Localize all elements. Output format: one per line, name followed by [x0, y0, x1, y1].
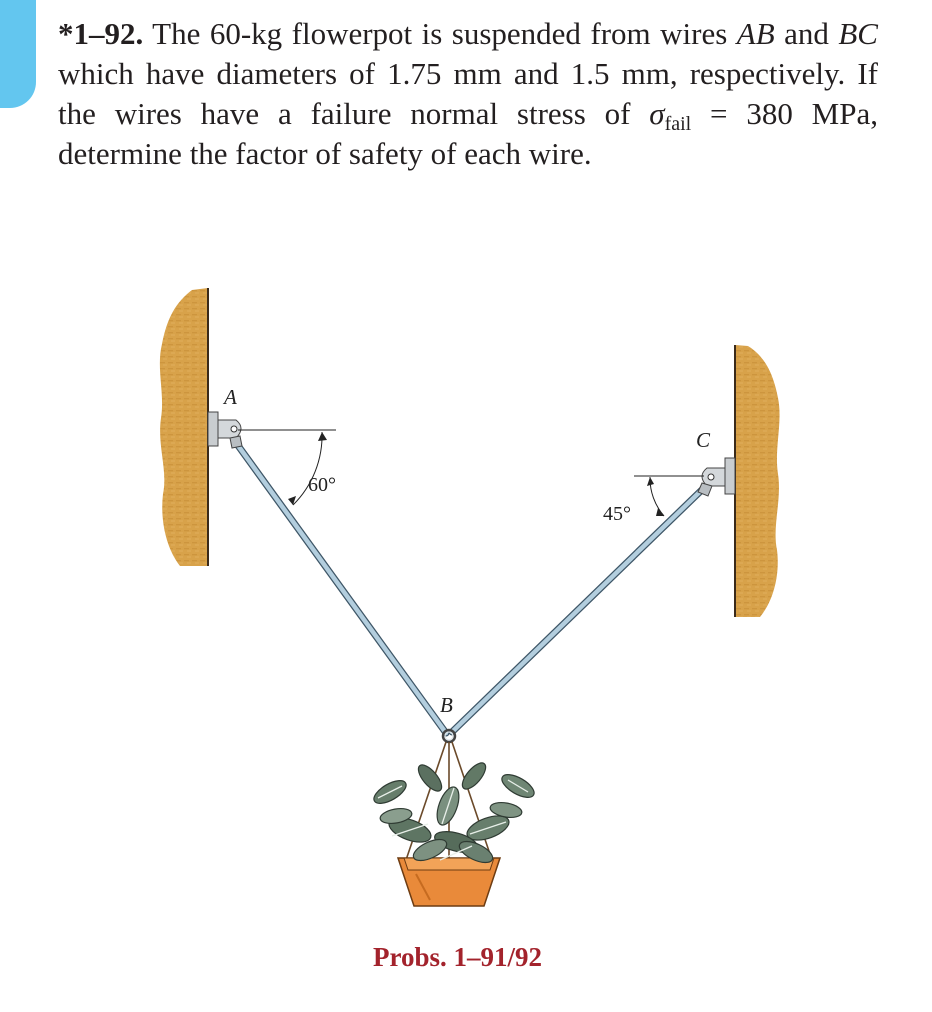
figure-caption: Probs. 1–91/92 [373, 942, 543, 972]
ring-b [443, 730, 455, 742]
angle-label-bc: 45° [603, 503, 631, 525]
problem-text-part1: The 60-kg flowerpot is suspended from wires [152, 16, 737, 51]
point-label-a: A [224, 385, 237, 409]
bracket-c [698, 458, 735, 496]
angle-label-ab: 60° [308, 474, 336, 496]
point-label-c: C [696, 428, 711, 452]
wire-bc [452, 482, 710, 732]
sigma-symbol: σ [649, 96, 665, 131]
sigma-subscript: fail [664, 113, 692, 135]
left-wall [160, 288, 208, 566]
wire-ab-symbol: AB [736, 16, 775, 51]
right-wall [735, 345, 780, 617]
bracket-a [208, 412, 242, 448]
point-label-b: B [440, 693, 453, 717]
problem-text-part3: = 380 MPa, determine the factor of safety of each wire. [58, 96, 878, 171]
plant-leaves [370, 759, 537, 867]
problem-text-part2: which have diameters of 1.75 mm and 1.5 mm, respectively. If the wires have a failure normal stress of [58, 56, 878, 131]
wire-ab [234, 440, 446, 733]
wire-bc-symbol: BC [838, 16, 878, 51]
problem-number: *1–92. [58, 16, 144, 51]
flowerpot [398, 858, 500, 906]
problem-and-word: and [774, 16, 839, 51]
